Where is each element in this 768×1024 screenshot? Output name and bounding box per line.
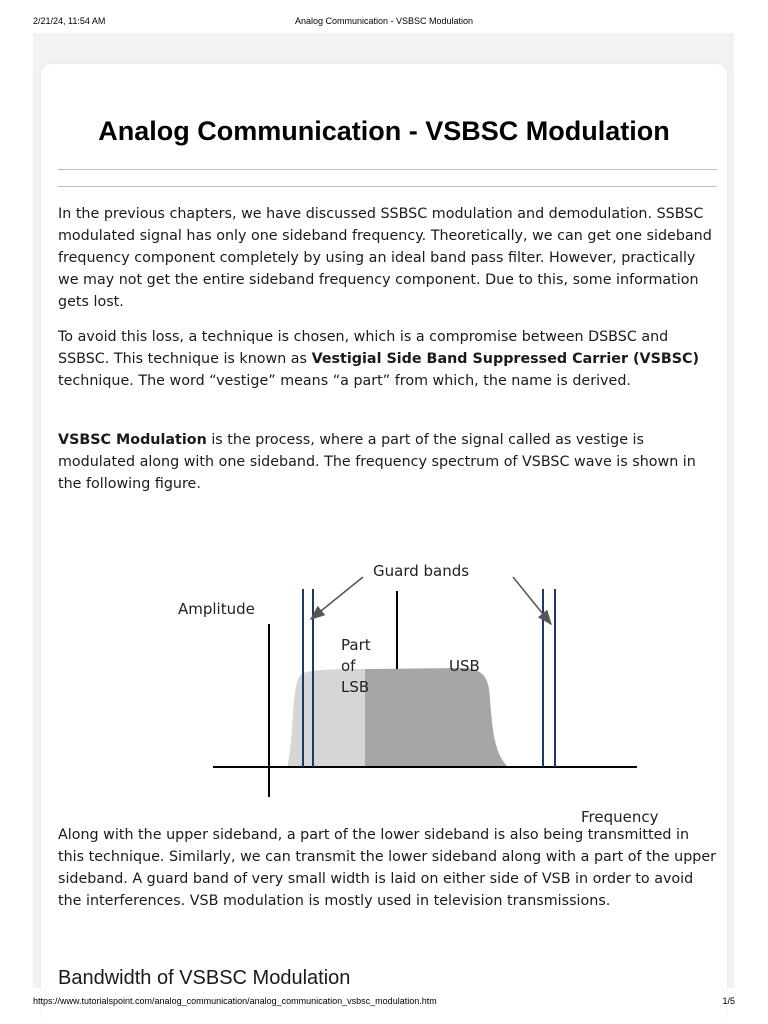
print-doc-title: Analog Communication - VSBSC Modulation	[294, 16, 474, 26]
part-label: Part	[341, 636, 371, 654]
frequency-label: Frequency	[581, 808, 659, 826]
guard-band-arrow-left	[311, 577, 363, 619]
page-title: Analog Communication - VSBSC Modulation	[98, 116, 670, 146]
of-label: of	[341, 657, 356, 675]
usb-region	[365, 668, 508, 767]
print-page-number: 1/5	[722, 996, 735, 1006]
compromise-text-end: technique. The word “vestige” means “a part” from which, the name is derived.	[58, 373, 631, 389]
spectrum-diagram	[131, 519, 659, 826]
guard-bands-label: Guard bands	[373, 562, 470, 580]
print-footer	[33, 996, 735, 1010]
title-divider-top	[58, 169, 717, 170]
vsbsc-modulation-term: VSBSC Modulation	[58, 432, 207, 448]
bandwidth-section-heading: Bandwidth of VSBSC Modulation	[58, 967, 351, 989]
print-url: https://www.tutorialspoint.com/analog_communication/analog_communication_vsbsc_modulation.htm	[33, 996, 437, 1006]
usb-label: USB	[449, 657, 480, 675]
vsbsc-term: Vestigial Side Band Suppressed Carrier (VSBSC)	[311, 351, 700, 367]
page-frame	[33, 33, 734, 988]
description-text: Along with the upper sideband, a part of the lower sideband is also being transmitted in this technique. Similarly, we can transmit the lower sideband along with a part of the upper sideband. A guard band of very small width is laid on either side of VSB in order to avoid the interferences. VSB modulation is mostly used in television transmissions.	[58, 827, 717, 909]
definition-paragraph	[58, 429, 718, 495]
vsbsc-spectrum-figure	[131, 519, 659, 826]
lsb-label: LSB	[341, 678, 370, 696]
title-divider-bottom	[58, 186, 717, 187]
intro-paragraph	[58, 203, 718, 313]
description-paragraph	[58, 824, 718, 912]
definition-text: is the process, where a part of the signal called as vestige is modulated along with one sideband. The frequency spectrum of VSBSC wave is shown in the following figure.	[58, 432, 696, 492]
print-datetime: 2/21/24, 11:54 AM	[33, 16, 106, 26]
content-card	[41, 64, 727, 1024]
compromise-text-start: To avoid this loss, a technique is chosen, which is a compromise between DSBSC and SSBSC. This technique is known as	[58, 329, 669, 367]
compromise-paragraph	[58, 326, 718, 392]
guard-band-arrow-right	[513, 577, 551, 624]
print-header	[33, 16, 735, 30]
amplitude-label: Amplitude	[178, 600, 255, 618]
intro-text: In the previous chapters, we have discussed SSBSC modulation and demodulation. SSBSC modulated signal has only one sideband frequency. Theoretically, we can get one sideband frequency component completely by using an ideal band pass filter. However, practically we may not get the entire sideband frequency component. Due to this, some information gets lost.	[58, 206, 712, 310]
